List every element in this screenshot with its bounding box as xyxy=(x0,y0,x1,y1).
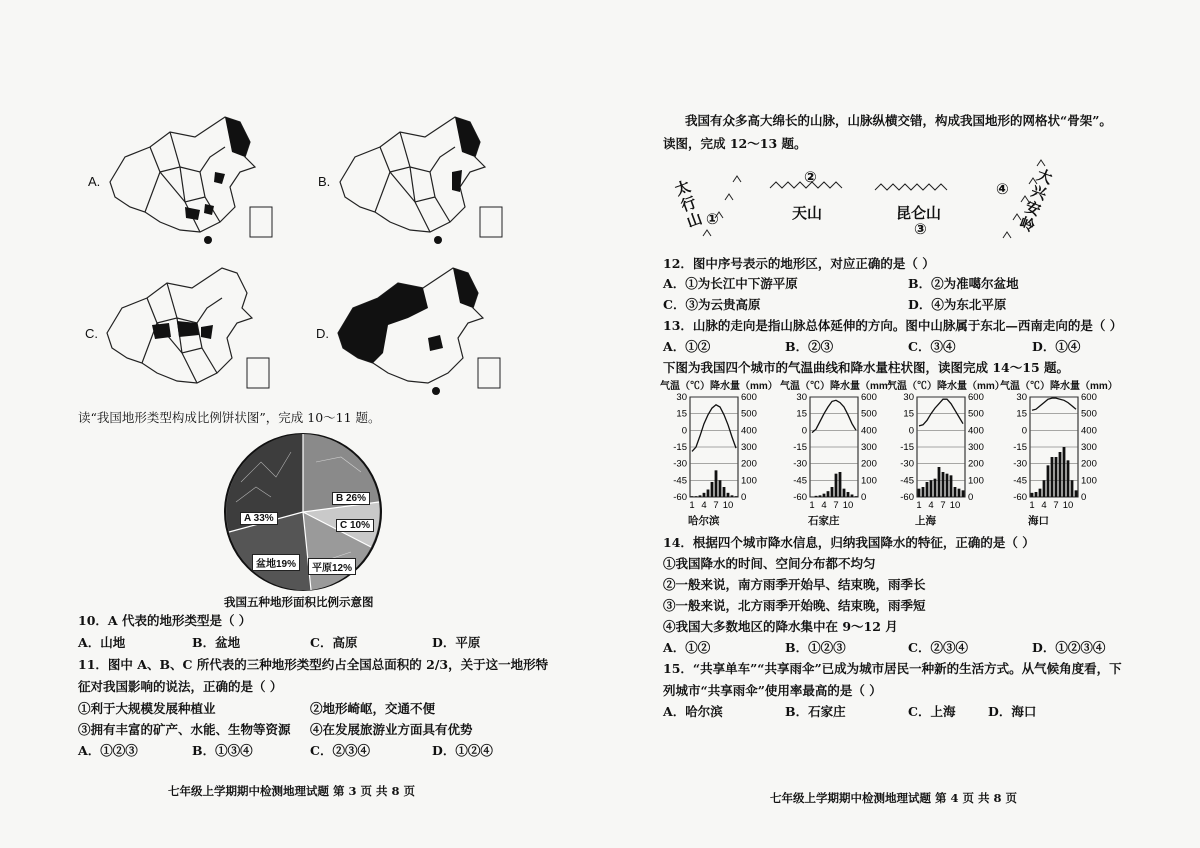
precip-bar xyxy=(1071,480,1074,497)
precip-bar xyxy=(695,496,698,497)
precip-bar xyxy=(699,495,702,497)
precip-bar xyxy=(823,494,826,497)
q11-option-d[interactable]: D．①②④ xyxy=(432,743,493,758)
month-tick-label: 10 xyxy=(842,500,854,511)
climate-city-name: 海口 xyxy=(1028,515,1049,527)
mountain-3-number: ③ xyxy=(914,220,927,238)
q12-option-b[interactable]: B．②为准噶尔盆地 xyxy=(908,276,1019,291)
precip-bar xyxy=(707,490,710,498)
q10-option-c[interactable]: C．高原 xyxy=(310,635,358,650)
pie-label-plain: 平原12% xyxy=(308,558,356,575)
precip-tick-label: 0 xyxy=(741,492,747,503)
month-tick-label: 7 xyxy=(1053,500,1059,511)
q14-item-3: ③一般来说，北方雨季开始晚、结束晚，雨季短 xyxy=(663,598,926,613)
mountains-diagram xyxy=(672,158,1065,248)
precip-bar xyxy=(1063,447,1066,497)
q14-stem: 14．根据四个城市降水信息，归纳我国降水的特征，正确的是（ ） xyxy=(663,535,1035,550)
temperature-line xyxy=(919,399,963,426)
precip-bar xyxy=(938,467,941,497)
precip-tick-label: 500 xyxy=(968,408,984,420)
precip-bar xyxy=(1035,492,1038,497)
precip-bar xyxy=(1039,489,1042,497)
precip-bar xyxy=(942,472,945,497)
temp-tick-label: -30 xyxy=(1013,458,1027,470)
climate-chart-svg xyxy=(887,389,1012,519)
precip-bar xyxy=(843,489,846,497)
q10-option-d[interactable]: D．平原 xyxy=(432,635,481,650)
temp-tick-label: 15 xyxy=(796,408,807,420)
q13-option-d[interactable]: D．①④ xyxy=(1032,339,1081,354)
temp-tick-label: -30 xyxy=(793,458,807,470)
climate-chart-1 xyxy=(660,377,785,527)
temp-tick-label: -45 xyxy=(900,475,914,487)
temp-tick-label: -45 xyxy=(793,475,807,487)
temp-tick-label: -15 xyxy=(900,442,914,453)
temp-tick-label: 15 xyxy=(1016,408,1027,420)
temp-tick-label: -60 xyxy=(673,492,687,503)
precip-bar xyxy=(1047,465,1050,497)
q15-option-a[interactable]: A．哈尔滨 xyxy=(663,704,723,719)
q10-option-a[interactable]: A．山地 xyxy=(78,635,126,650)
month-tick-label: 4 xyxy=(701,500,707,511)
climate-chart-3 xyxy=(887,377,1012,527)
temperature-line xyxy=(692,405,736,452)
month-tick-label: 1 xyxy=(1029,500,1035,511)
precip-bar xyxy=(1051,457,1054,497)
precip-bar xyxy=(703,493,706,497)
precip-tick-label: 200 xyxy=(741,458,757,470)
month-tick-label: 1 xyxy=(689,500,695,511)
climate-city-name: 上海 xyxy=(915,515,936,527)
pie-caption: 我国五种地形面积比例示意图 xyxy=(224,595,374,609)
pie-label-basin: 盆地19% xyxy=(252,554,300,571)
footer-left: 七年级上学期期中检测地理试题 第 3 页 共 8 页 xyxy=(168,784,416,798)
q14-item-4: ④我国大多数地区的降水集中在 9～12 月 xyxy=(663,619,898,634)
footer-right: 七年级上学期期中检测地理试题 第 4 页 共 8 页 xyxy=(770,791,1018,805)
pie-label-a: A 33% xyxy=(240,512,278,525)
q15-stem-line2: 列城市“共享雨伞”使用率最高的是（ ） xyxy=(663,683,882,698)
q14-option-c[interactable]: C．②③④ xyxy=(908,640,968,655)
q11-option-c[interactable]: C．②③④ xyxy=(310,743,370,758)
climate-city-name: 哈尔滨 xyxy=(688,515,720,527)
precip-tick-label: 200 xyxy=(1081,458,1097,470)
precip-tick-label: 300 xyxy=(968,442,984,453)
temp-tick-label: -60 xyxy=(900,492,914,503)
q11-stem-line2: 征对我国影响的说法，正确的是（ ） xyxy=(78,679,283,694)
mountain-3-name: 昆仑山 xyxy=(896,204,942,222)
month-tick-label: 1 xyxy=(809,500,815,511)
precip-bar xyxy=(835,474,838,497)
precip-tick-label: 0 xyxy=(968,492,974,503)
mountain-4-number: ④ xyxy=(996,180,1009,198)
mountain-1-name: 太行山 xyxy=(672,177,705,232)
china-map-c xyxy=(97,263,287,403)
precip-tick-label: 200 xyxy=(968,458,984,470)
climate-chart-svg xyxy=(660,389,785,519)
pie-label-b: B 26% xyxy=(332,492,370,505)
map-label-d: D. xyxy=(316,326,329,341)
precip-bar xyxy=(1043,480,1046,497)
precip-tick-label: 500 xyxy=(1081,408,1097,420)
precip-tick-label: 0 xyxy=(1081,492,1087,503)
q12-option-d[interactable]: D．④为东北平原 xyxy=(908,297,1007,312)
precip-bar xyxy=(723,487,726,497)
climate-chart-svg xyxy=(1000,389,1125,519)
precip-bar xyxy=(962,490,965,497)
precip-bar xyxy=(715,470,718,497)
precip-bar xyxy=(855,496,858,497)
precip-bar xyxy=(946,474,949,497)
precip-bar xyxy=(1075,490,1078,497)
climate-chart-header: 气温（℃）降水量（mm） xyxy=(660,381,778,392)
q11-option-b[interactable]: B．①③④ xyxy=(192,743,253,758)
mountain-2-number: ② xyxy=(804,168,817,186)
q15-option-b[interactable]: B．石家庄 xyxy=(785,704,846,719)
q11-stem-line1: 11．图中 A、B、C 所代表的三种地形类型约占全国总面积的 2/3，关于这一地形特 xyxy=(78,657,549,672)
climate-chart-4 xyxy=(1000,377,1125,527)
precip-tick-label: 400 xyxy=(1081,425,1097,437)
precip-tick-label: 400 xyxy=(741,425,757,437)
month-tick-label: 4 xyxy=(928,500,934,511)
temp-tick-label: 30 xyxy=(903,392,914,403)
month-tick-label: 7 xyxy=(713,500,719,511)
pie-intro: 读“我国地形类型构成比例饼状图”，完成 10～11 题。 xyxy=(78,410,381,425)
month-tick-label: 4 xyxy=(821,500,827,511)
precip-tick-label: 500 xyxy=(741,408,757,420)
precip-bar xyxy=(922,487,925,497)
q15-option-d[interactable]: D．海口 xyxy=(988,704,1037,719)
temp-tick-label: 30 xyxy=(676,392,687,403)
precip-tick-label: 600 xyxy=(968,392,984,403)
precip-bar xyxy=(950,475,953,497)
q11-item-1: ①利于大规模发展种植业 xyxy=(78,701,216,716)
pie-label-c: C 10% xyxy=(336,519,374,532)
precip-bar xyxy=(1055,457,1058,497)
q15-stem-line1: 15．“共享单车”“共享雨伞”已成为城市居民一种新的生活方式。从气候角度看，下 xyxy=(663,661,1122,676)
q13-option-a[interactable]: A．①② xyxy=(663,339,711,354)
q12-stem: 12．图中序号表示的地形区，对应正确的是（ ） xyxy=(663,256,935,271)
q12-option-a[interactable]: A．①为长江中下游平原 xyxy=(663,276,798,291)
climate-intro: 下图为我国四个城市的气温曲线和降水量柱状图，读图完成 14～15 题。 xyxy=(663,360,1069,375)
precip-bar xyxy=(815,496,818,497)
temp-tick-label: -30 xyxy=(900,458,914,470)
precip-bar xyxy=(926,482,929,497)
q14-option-b[interactable]: B．①②③ xyxy=(785,640,846,655)
mountain-1-number: ① xyxy=(706,210,719,228)
precip-tick-label: 300 xyxy=(1081,442,1097,453)
precip-tick-label: 400 xyxy=(968,425,984,437)
q11-item-3: ③拥有丰富的矿产、水能、生物等资源 xyxy=(78,722,291,737)
month-tick-label: 10 xyxy=(1062,500,1074,511)
temp-tick-label: -45 xyxy=(1013,475,1027,487)
precip-tick-label: 500 xyxy=(861,408,877,420)
precip-tick-label: 300 xyxy=(741,442,757,453)
precip-bar xyxy=(930,480,933,497)
climate-city-name: 石家庄 xyxy=(808,515,840,527)
right-page xyxy=(600,0,1200,848)
precip-bar xyxy=(831,487,834,497)
temp-tick-label: -15 xyxy=(793,442,807,453)
precip-bar xyxy=(918,489,921,497)
precip-bar xyxy=(839,472,842,497)
precip-bar xyxy=(691,496,694,497)
precip-tick-label: 200 xyxy=(861,458,877,470)
precip-bar xyxy=(719,480,722,497)
q14-item-2: ②一般来说，南方雨季开始早、结束晚，雨季长 xyxy=(663,577,926,592)
china-map-d xyxy=(328,263,518,403)
q15-option-c[interactable]: C．上海 xyxy=(908,704,956,719)
temp-tick-label: 15 xyxy=(903,408,914,420)
q14-option-a[interactable]: A．①② xyxy=(663,640,711,655)
intro-12-line1: 我国有众多高大绵长的山脉，山脉纵横交错，构成我国地形的网格状“骨架”。 xyxy=(685,113,1112,128)
temp-tick-label: 30 xyxy=(1016,392,1027,403)
precip-tick-label: 100 xyxy=(741,475,757,487)
temp-tick-label: 0 xyxy=(801,425,807,437)
precip-tick-label: 100 xyxy=(968,475,984,487)
precip-tick-label: 0 xyxy=(861,492,867,503)
precip-tick-label: 600 xyxy=(861,392,877,403)
q11-item-4: ④在发展旅游业方面具有优势 xyxy=(310,722,473,737)
month-tick-label: 1 xyxy=(916,500,922,511)
precip-bar xyxy=(811,497,814,498)
temperature-line xyxy=(812,400,856,432)
q11-option-a[interactable]: A．①②③ xyxy=(78,743,138,758)
q14-option-d[interactable]: D．①②③④ xyxy=(1032,640,1106,655)
map-label-b: B. xyxy=(318,174,331,189)
precip-tick-label: 600 xyxy=(1081,392,1097,403)
mountain-4-name: 大兴安岭 xyxy=(1016,165,1055,236)
q13-option-b[interactable]: B．②③ xyxy=(785,339,834,354)
q12-option-c[interactable]: C．③为云贵高原 xyxy=(663,297,761,312)
q10-option-b[interactable]: B．盆地 xyxy=(192,635,241,650)
month-tick-label: 7 xyxy=(833,500,839,511)
temp-tick-label: 0 xyxy=(1021,425,1027,437)
temp-tick-label: 30 xyxy=(796,392,807,403)
precip-tick-label: 100 xyxy=(861,475,877,487)
month-tick-label: 10 xyxy=(949,500,961,511)
climate-chart-header: 气温（℃）降水量（mm） xyxy=(780,381,898,392)
precip-tick-label: 400 xyxy=(861,425,877,437)
precip-bar xyxy=(711,482,714,497)
precip-bar xyxy=(731,495,734,497)
month-tick-label: 10 xyxy=(722,500,734,511)
precip-bar xyxy=(958,489,961,497)
precip-tick-label: 600 xyxy=(741,392,757,403)
temp-tick-label: -15 xyxy=(673,442,687,453)
precip-bar xyxy=(819,495,822,497)
temp-tick-label: 0 xyxy=(681,425,687,437)
month-tick-label: 7 xyxy=(940,500,946,511)
q10-stem: 10．A 代表的地形类型是（ ） xyxy=(78,613,252,628)
climate-chart-header: 气温（℃）降水量（mm） xyxy=(887,381,1005,392)
precip-tick-label: 300 xyxy=(861,442,877,453)
temp-tick-label: -30 xyxy=(673,458,687,470)
precip-bar xyxy=(934,479,937,497)
china-map-b xyxy=(330,112,520,252)
precip-bar xyxy=(1031,493,1034,497)
china-map-a xyxy=(100,112,290,252)
map-label-a: A. xyxy=(88,174,101,189)
map-label-c: C. xyxy=(85,326,98,341)
q11-item-2: ②地形崎岖，交通不便 xyxy=(310,701,436,716)
month-tick-label: 4 xyxy=(1041,500,1047,511)
temp-tick-label: 15 xyxy=(676,408,687,420)
q13-option-c[interactable]: C．③④ xyxy=(908,339,956,354)
intro-12-line2: 读图，完成 12～13 题。 xyxy=(663,136,807,151)
q13-stem: 13．山脉的走向是指山脉总体延伸的方向。图中山脉属于东北—西南走向的是（ ） xyxy=(663,318,1123,333)
precip-bar xyxy=(735,496,738,497)
precip-bar xyxy=(1059,452,1062,497)
climate-chart-header: 气温（℃）降水量（mm） xyxy=(1000,381,1118,392)
precip-tick-label: 100 xyxy=(1081,475,1097,487)
mountain-2-name: 天山 xyxy=(792,204,823,222)
precip-bar xyxy=(1067,460,1070,497)
temp-tick-label: -60 xyxy=(1013,492,1027,503)
precip-bar xyxy=(727,493,730,497)
precip-bar xyxy=(847,492,850,497)
temp-tick-label: -45 xyxy=(673,475,687,487)
q14-item-1: ①我国降水的时间、空间分布都不均匀 xyxy=(663,556,876,571)
precip-bar xyxy=(851,495,854,498)
precip-bar xyxy=(954,487,957,497)
precip-bar xyxy=(827,491,830,497)
temperature-line xyxy=(1032,398,1076,410)
temp-tick-label: -15 xyxy=(1013,442,1027,453)
temp-tick-label: 0 xyxy=(908,425,914,437)
temp-tick-label: -60 xyxy=(793,492,807,503)
